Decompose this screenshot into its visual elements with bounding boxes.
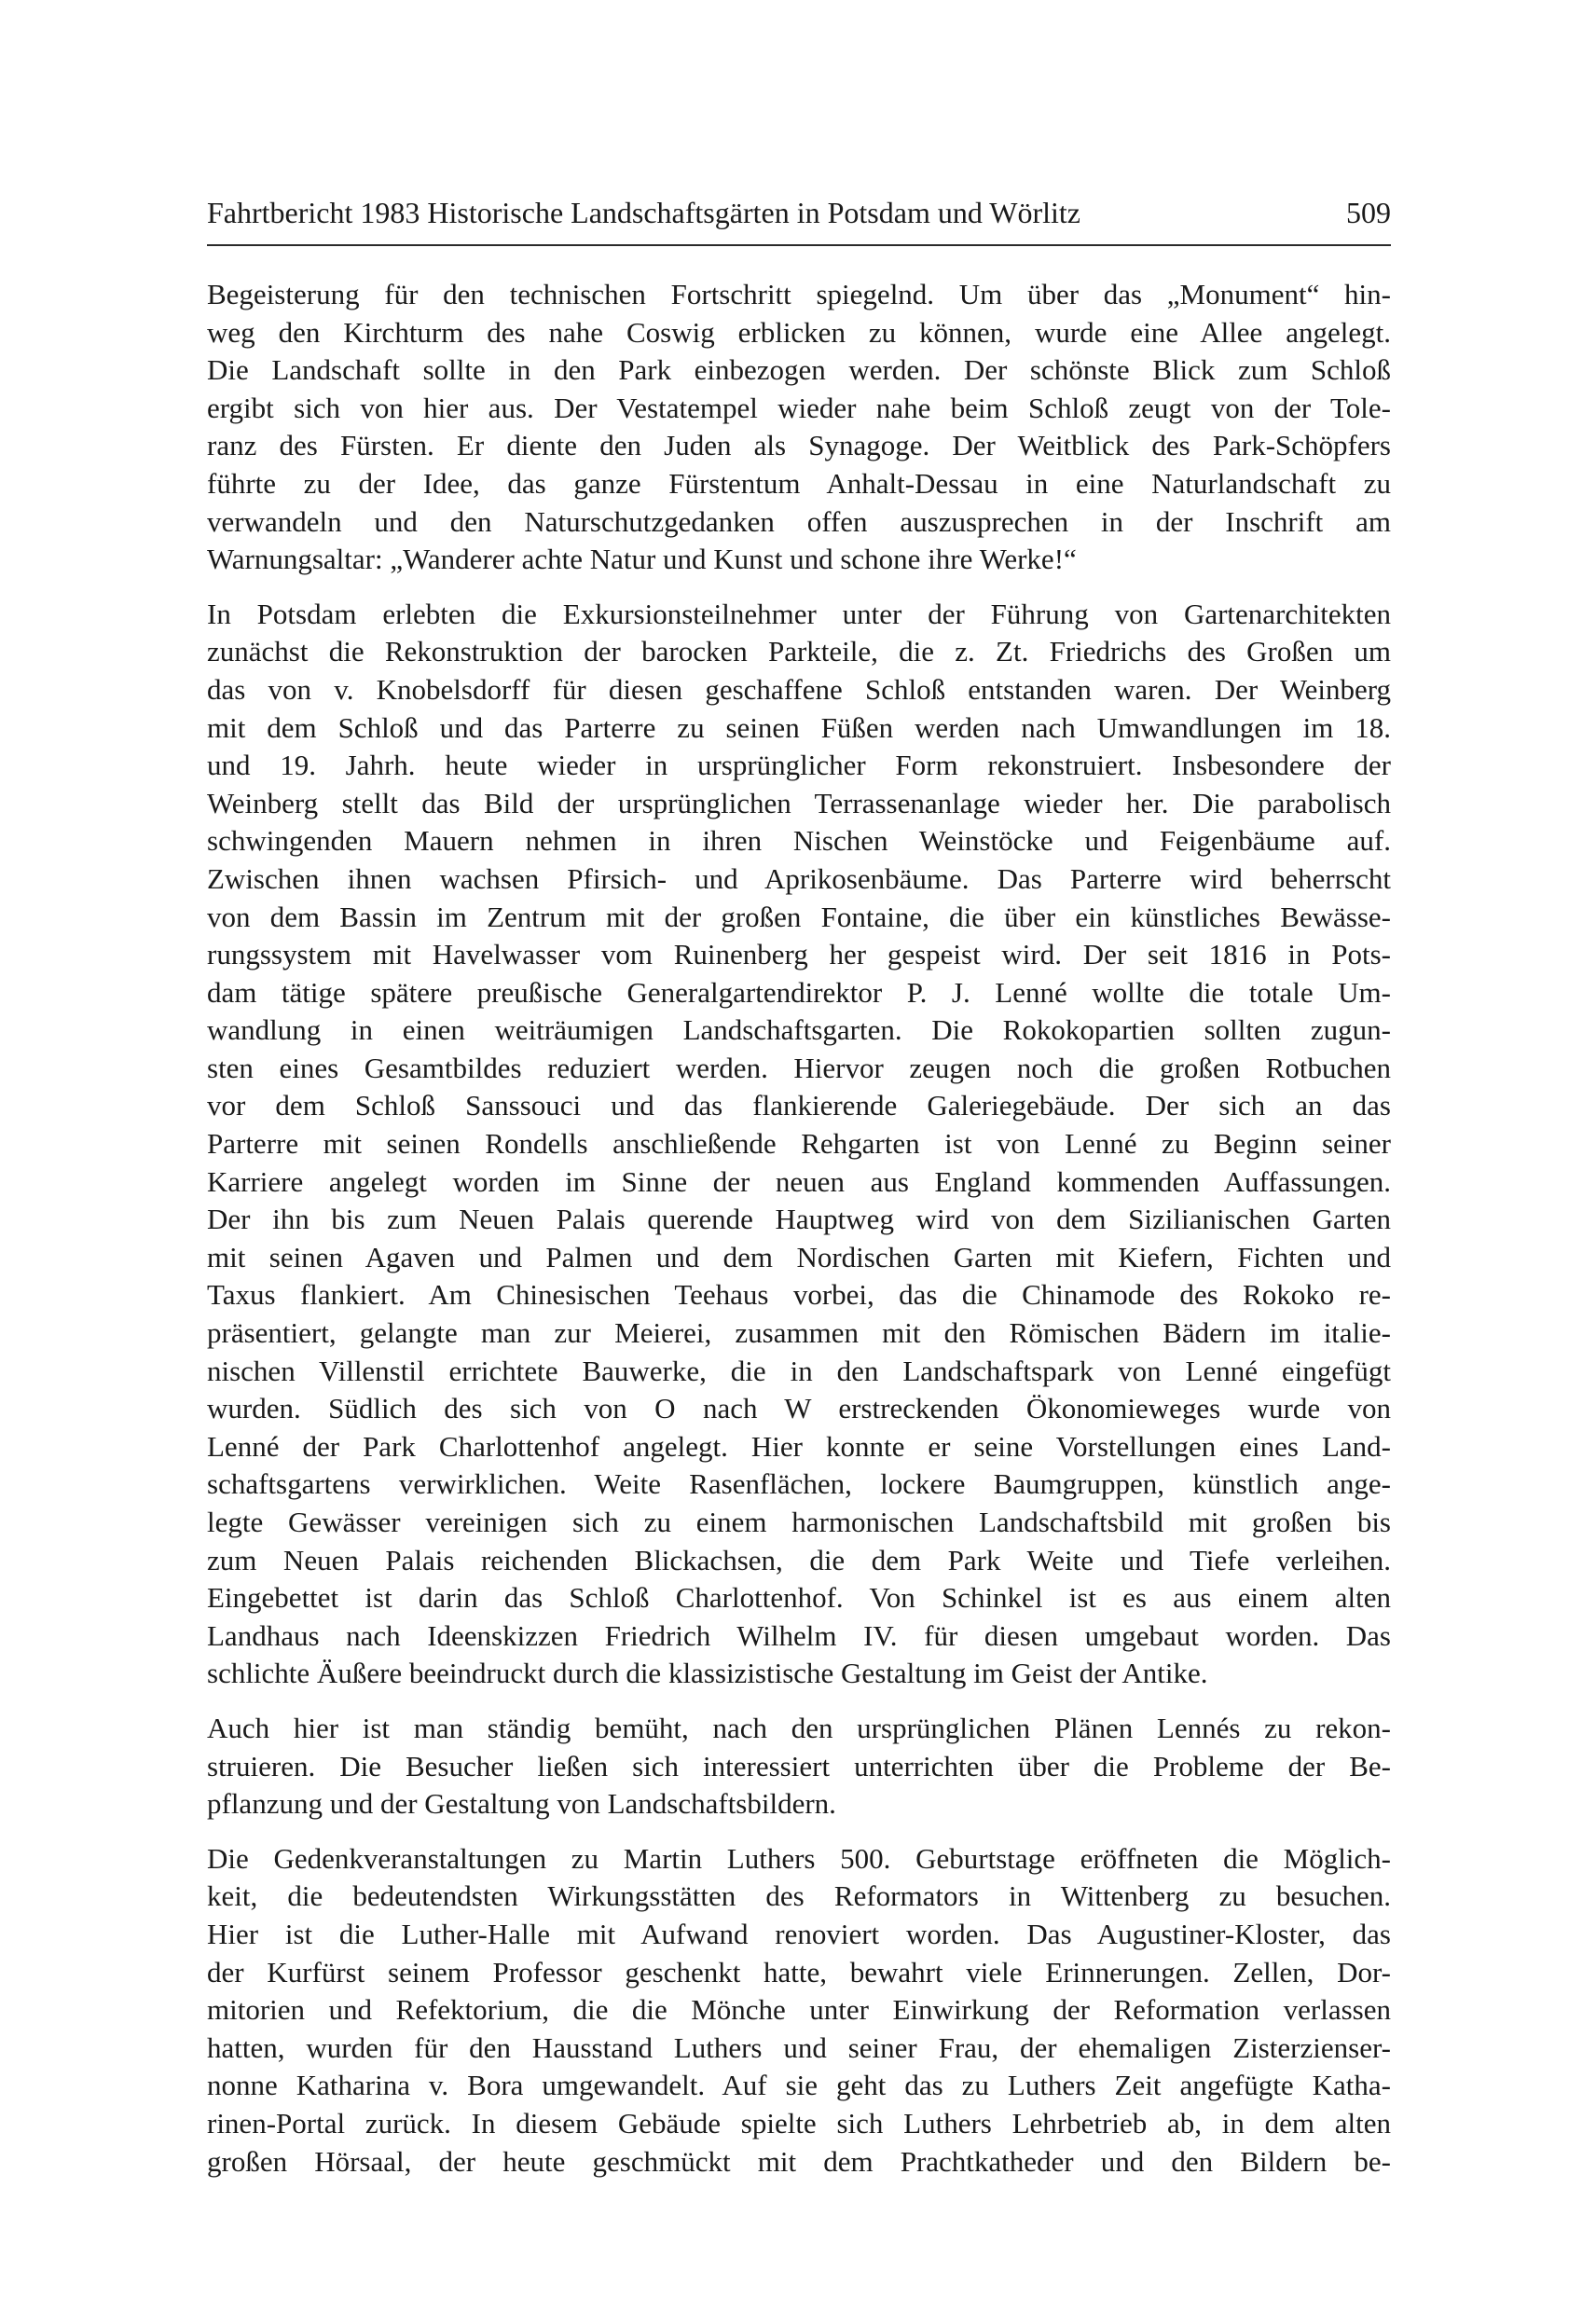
paragraph bbox=[207, 276, 1391, 579]
text-line: Karriere angelegt worden im Sinne der neuen aus England kommenden Auffassungen. bbox=[207, 1164, 1391, 1198]
body-text bbox=[207, 276, 1391, 2197]
text-line: rungssystem mit Havelwasser vom Ruinenberg her gespeist wird. Der seit 1816 in Pots- bbox=[207, 938, 1391, 971]
text-line: mitorien und Refektorium, die die Mönche unter Einwirkung der Reformation verlassen bbox=[207, 1993, 1391, 2027]
text-line: dam tätige spätere preußische Generalgartendirektor P. J. Lenné wollte die totale Um- bbox=[207, 975, 1391, 1009]
text-line: zunächst die Rekonstruktion der barocken Parkteile, die z. Zt. Friedrichs des Großen um bbox=[207, 635, 1391, 668]
text-line: mit seinen Agaven und Palmen und dem Nordischen Garten mit Kiefern, Fichten und bbox=[207, 1240, 1391, 1273]
text-line: rinen-Portal zurück. In diesem Gebäude spielte sich Luthers Lehrbetrieb ab, in dem alten bbox=[207, 2106, 1391, 2140]
running-title: Fahrtbericht 1983 Historische Landschaftsgärten in Potsdam und Wörlitz bbox=[207, 196, 1080, 229]
text-line: Taxus flankiert. Am Chinesischen Teehaus vorbei, das die Chinamode des Rokoko re- bbox=[207, 1278, 1391, 1312]
paragraph bbox=[207, 596, 1391, 1693]
text-line: In Potsdam erlebten die Exkursionsteilnehmer unter der Führung von Gartenarchitekten bbox=[207, 597, 1391, 630]
paragraph bbox=[207, 1840, 1391, 2181]
text-line: Weinberg stellt das Bild der ursprünglichen Terrassenanlage wieder her. Die parabolisch bbox=[207, 786, 1391, 819]
text-line: Hier ist die Luther-Halle mit Aufwand renoviert worden. Das Augustiner-Kloster, das bbox=[207, 1917, 1391, 1950]
text-line: Der ihn bis zum Neuen Palais querende Hauptweg wird von dem Sizilianischen Garten bbox=[207, 1203, 1391, 1236]
text-line: ranz des Fürsten. Er diente den Juden als Synagoge. Der Weitblick des Park-Schöpfers bbox=[207, 429, 1391, 462]
text-line: schwingenden Mauern nehmen in ihren Nischen Weinstöcke und Feigenbäume auf. bbox=[207, 824, 1391, 858]
text-line: und 19. Jahrh. heute wieder in ursprünglicher Form rekonstruiert. Insbesondere der bbox=[207, 749, 1391, 782]
text-line: schlichte Äußere beeindruckt durch die klassizistische Gestaltung im Geist der Antike. bbox=[207, 1657, 1208, 1690]
text-line: ergibt sich von hier aus. Der Vestatempel wieder nahe beim Schloß zeugt von der Tole- bbox=[207, 391, 1391, 424]
running-header bbox=[207, 194, 1391, 246]
text-line: zum Neuen Palais reichenden Blickachsen, die dem Park Weite und Tiefe verleihen. bbox=[207, 1543, 1391, 1576]
text-line: Warnungsaltar: „Wanderer achte Natur und Kunst und schone ihre Werke!“ bbox=[207, 543, 1077, 576]
text-line: hatten, wurden für den Hausstand Luthers und seiner Frau, der ehemaligen Zisterzienser- bbox=[207, 2030, 1391, 2064]
text-line: Eingebettet ist darin das Schloß Charlottenhof. Von Schinkel ist es aus einem alten bbox=[207, 1581, 1391, 1615]
text-line: vor dem Schloß Sanssouci und das flankierende Galeriegebäude. Der sich an das bbox=[207, 1089, 1391, 1122]
text-line: weg den Kirchturm des nahe Coswig erblicken zu können, wurde eine Allee angelegt. bbox=[207, 315, 1391, 349]
text-line: sten eines Gesamtbildes reduziert werden. Hiervor zeugen noch die großen Rotbuchen bbox=[207, 1051, 1391, 1084]
text-line: Lenné der Park Charlottenhof angelegt. Hier konnte er seine Vorstellungen eines Land- bbox=[207, 1429, 1391, 1463]
text-line: Begeisterung für den technischen Fortschritt spiegelnd. Um über das „Monument“ hin- bbox=[207, 278, 1391, 310]
text-line: Die Gedenkveranstaltungen zu Martin Luthers 500. Geburtstage eröffneten die Möglich- bbox=[207, 1841, 1391, 1875]
text-line: Zwischen ihnen wachsen Pfirsich- und Aprikosenbäume. Das Parterre wird beherrscht bbox=[207, 861, 1391, 895]
text-line: präsentiert, gelangte man zur Meierei, zusammen mit den Römischen Bädern im italie- bbox=[207, 1316, 1391, 1350]
text-line: nischen Villenstil errichtete Bauwerke, die in den Landschaftspark von Lenné eingefügt bbox=[207, 1354, 1391, 1387]
text-line: wandlung in einen weiträumigen Landschaftsgarten. Die Rokokopartien sollten zugun- bbox=[207, 1013, 1391, 1047]
page-number: 509 bbox=[1346, 196, 1391, 229]
text-line: großen Hörsaal, der heute geschmückt mit dem Prachtkatheder und den Bildern be- bbox=[207, 2144, 1391, 2178]
text-line: führte zu der Idee, das ganze Fürstentum Anhalt-Dessau in eine Naturlandschaft zu bbox=[207, 466, 1391, 500]
text-line: pflanzung und der Gestaltung von Landschaftsbildern. bbox=[207, 1787, 836, 1821]
text-line: Die Landschaft sollte in den Park einbezogen werden. Der schönste Blick zum Schloß bbox=[207, 353, 1391, 387]
text-line: Landhaus nach Ideenskizzen Friedrich Wilhelm IV. für diesen umgebaut worden. Das bbox=[207, 1618, 1391, 1652]
text-line: mit dem Schloß und das Parterre zu seinen Füßen werden nach Umwandlungen im 18. bbox=[207, 710, 1391, 744]
text-line: legte Gewässer vereinigen sich zu einem harmonischen Landschaftsbild mit großen bis bbox=[207, 1506, 1391, 1538]
text-line: struieren. Die Besucher ließen sich interessiert unterrichten über die Probleme der Be- bbox=[207, 1749, 1391, 1782]
text-line: der Kurfürst seinem Professor geschenkt hatte, bewahrt viele Erinnerungen. Zellen, Dor- bbox=[207, 1955, 1391, 1989]
text-line: wurden. Südlich des sich von O nach W erstreckenden Ökonomieweges wurde von bbox=[207, 1392, 1391, 1425]
text-line: verwandeln und den Naturschutzgedanken offen auszusprechen in der Inschrift am bbox=[207, 504, 1391, 538]
text-line: das von v. Knobelsdorff für diesen geschaffene Schloß entstanden waren. Der Weinberg bbox=[207, 672, 1391, 706]
text-line: Auch hier ist man ständig bemüht, nach den ursprünglichen Plänen Lennés zu rekon- bbox=[207, 1711, 1391, 1744]
text-line: Parterre mit seinen Rondells anschließende Rehgarten ist von Lenné zu Beginn seiner bbox=[207, 1127, 1391, 1161]
text-line: nonne Katharina v. Bora umgewandelt. Auf sie geht das zu Luthers Zeit angefügte Katha- bbox=[207, 2069, 1391, 2102]
text-line: von dem Bassin im Zentrum mit der großen Fontaine, die über ein künstliches Bewässe- bbox=[207, 900, 1391, 933]
paragraph bbox=[207, 1710, 1391, 1823]
text-line: schaftsgartens verwirklichen. Weite Rasenflächen, lockere Baumgruppen, künstlich ange- bbox=[207, 1467, 1391, 1501]
text-line: keit, die bedeutendsten Wirkungsstätten des Reformators in Wittenberg zu besuchen. bbox=[207, 1879, 1391, 1913]
